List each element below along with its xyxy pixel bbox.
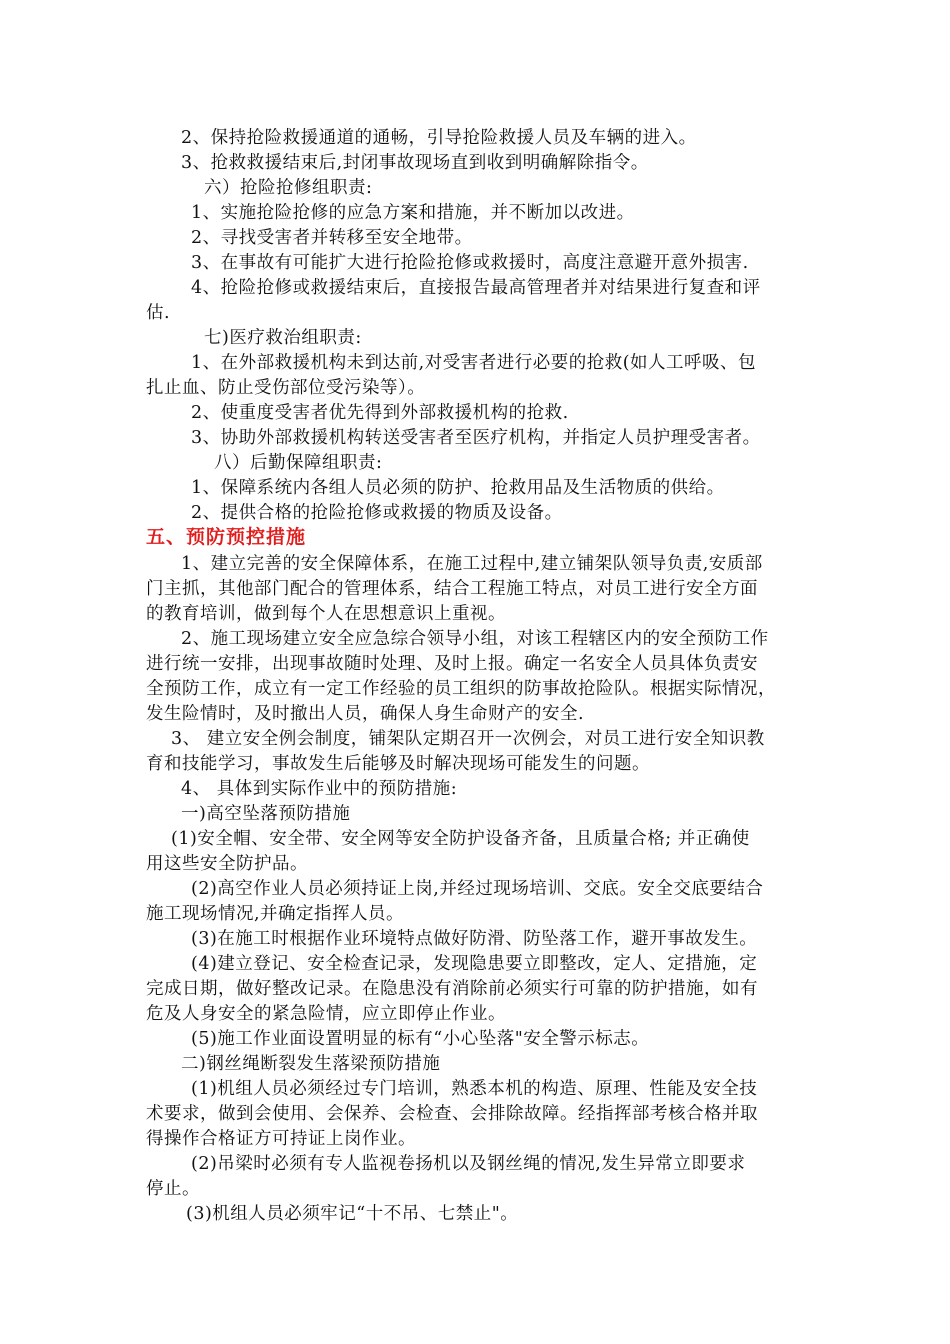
- paragraph-line: 扎止血、防止受伤部位受污染等）。: [146, 378, 426, 398]
- paragraph-line: 1、保障系统内各组人员必须的防护、抢救用品及生活物质的供给。: [191, 478, 725, 498]
- paragraph-line: 2、使重度受害者优先得到外部救援机构的抢救.: [191, 403, 569, 423]
- paragraph-line: 4、抢险抢修或救援结束后，直接报告最高管理者并对结果进行复查和评: [191, 278, 761, 298]
- paragraph-line: 2、施工现场建立安全应急综合领导小组，对该工程辖区内的安全预防工作: [181, 629, 769, 649]
- paragraph-line: 3、 建立安全例会制度，铺架队定期召开一次例会，对员工进行安全知识教: [171, 729, 765, 749]
- paragraph-line: 育和技能学习，事故发生后能够及时解决现场可能发生的问题。: [146, 754, 650, 774]
- paragraph-line: 的教育培训，做到每个人在思想意识上重视。: [146, 604, 506, 624]
- paragraph-line: 1、建立完善的安全保障体系，在施工过程中,建立铺架队领导负责,安质部: [181, 554, 763, 574]
- paragraph-line: 停止。: [146, 1179, 200, 1199]
- section-title: 八）后勤保障组职责:: [214, 453, 383, 473]
- paragraph-line: 3、在事故有可能扩大进行抢险抢修或救援时，高度注意避开意外损害.: [191, 253, 749, 273]
- paragraph-line: 2、寻找受害者并转移至安全地带。: [191, 228, 473, 248]
- paragraph-line: (1)机组人员必须经过专门培训，熟悉本机的构造、原理、性能及安全技: [191, 1079, 758, 1099]
- paragraph-line: (3)机组人员必须牢记“十不吊、七禁止"。: [186, 1204, 519, 1224]
- paragraph-line: 术要求，做到会使用、会保养、会检查、会排除故障。经指挥部考核合格并取: [146, 1104, 758, 1124]
- section-title: 二)钢丝绳断裂发生落梁预防措施: [181, 1054, 441, 1074]
- paragraph-line: (2)高空作业人员必须持证上岗,并经过现场培训、交底。安全交底要结合: [191, 879, 764, 899]
- paragraph-line: 发生险情时，及时撤出人员，确保人身生命财产的安全.: [146, 704, 585, 724]
- paragraph-line: 进行统一安排，出现事故随时处理、及时上报。确定一名安全人员具体负责安: [146, 654, 758, 674]
- paragraph-line: (1)安全帽、安全带、安全网等安全防护设备齐备，且质量合格; 并正确使: [171, 829, 750, 849]
- paragraph-line: 估.: [146, 303, 171, 323]
- paragraph-line: (4)建立登记、安全检查记录，发现隐患要立即整改，定人、定措施，定: [191, 954, 758, 974]
- paragraph-line: 1、在外部救援机构未到达前,对受害者进行必要的抢救(如人工呼吸、包: [191, 353, 757, 373]
- paragraph-line: 用这些安全防护品。: [146, 854, 308, 874]
- section-title: 一)高空坠落预防措施: [181, 804, 351, 824]
- paragraph-line: 4、 具体到实际作业中的预防措施:: [181, 779, 458, 799]
- paragraph-line: 3、抢救救援结束后,封闭事故现场直到收到明确解除指令。: [181, 153, 649, 173]
- paragraph-line: 得操作合格证方可持证上岗作业。: [146, 1129, 416, 1149]
- paragraph-line: 完成日期，做好整改记录。在隐患没有消除前必须实行可靠的防护措施，如有: [146, 979, 758, 999]
- paragraph-line: (5)施工作业面设置明显的标有“小心坠落"安全警示标志。: [191, 1029, 650, 1049]
- paragraph-line: 危及人身安全的紧急险情，应立即停止作业。: [146, 1004, 506, 1024]
- paragraph-line: 门主抓，其他部门配合的管理体系，结合工程施工特点，对员工进行安全方面: [146, 579, 758, 599]
- section-title: 七)医疗救治组职责:: [204, 328, 362, 348]
- paragraph-line: 全预防工作，成立有一定工作经验的员工组织的防事故抢险队。根据实际情况，: [146, 679, 776, 699]
- paragraph-line: (3)在施工时根据作业环境特点做好防滑、防坠落工作，避开事故发生。: [191, 929, 758, 949]
- paragraph-line: 1、实施抢险抢修的应急方案和措施，并不断加以改进。: [191, 203, 635, 223]
- chapter-heading: 五、预防预控措施: [146, 526, 307, 548]
- paragraph-line: 施工现场情况,并确定指挥人员。: [146, 904, 405, 924]
- paragraph-line: 2、提供合格的抢险抢修或救援的物质及设备。: [191, 503, 563, 523]
- paragraph-line: 2、保持抢险救援通道的通畅，引导抢险救援人员及车辆的进入。: [181, 128, 697, 148]
- section-title: 六）抢险抢修组职责:: [204, 178, 373, 198]
- paragraph-line: 3、协助外部救援机构转送受害者至医疗机构，并指定人员护理受害者。: [191, 428, 761, 448]
- paragraph-line: (2)吊梁时必须有专人监视卷扬机以及钢丝绳的情况,发生异常立即要求: [191, 1154, 746, 1174]
